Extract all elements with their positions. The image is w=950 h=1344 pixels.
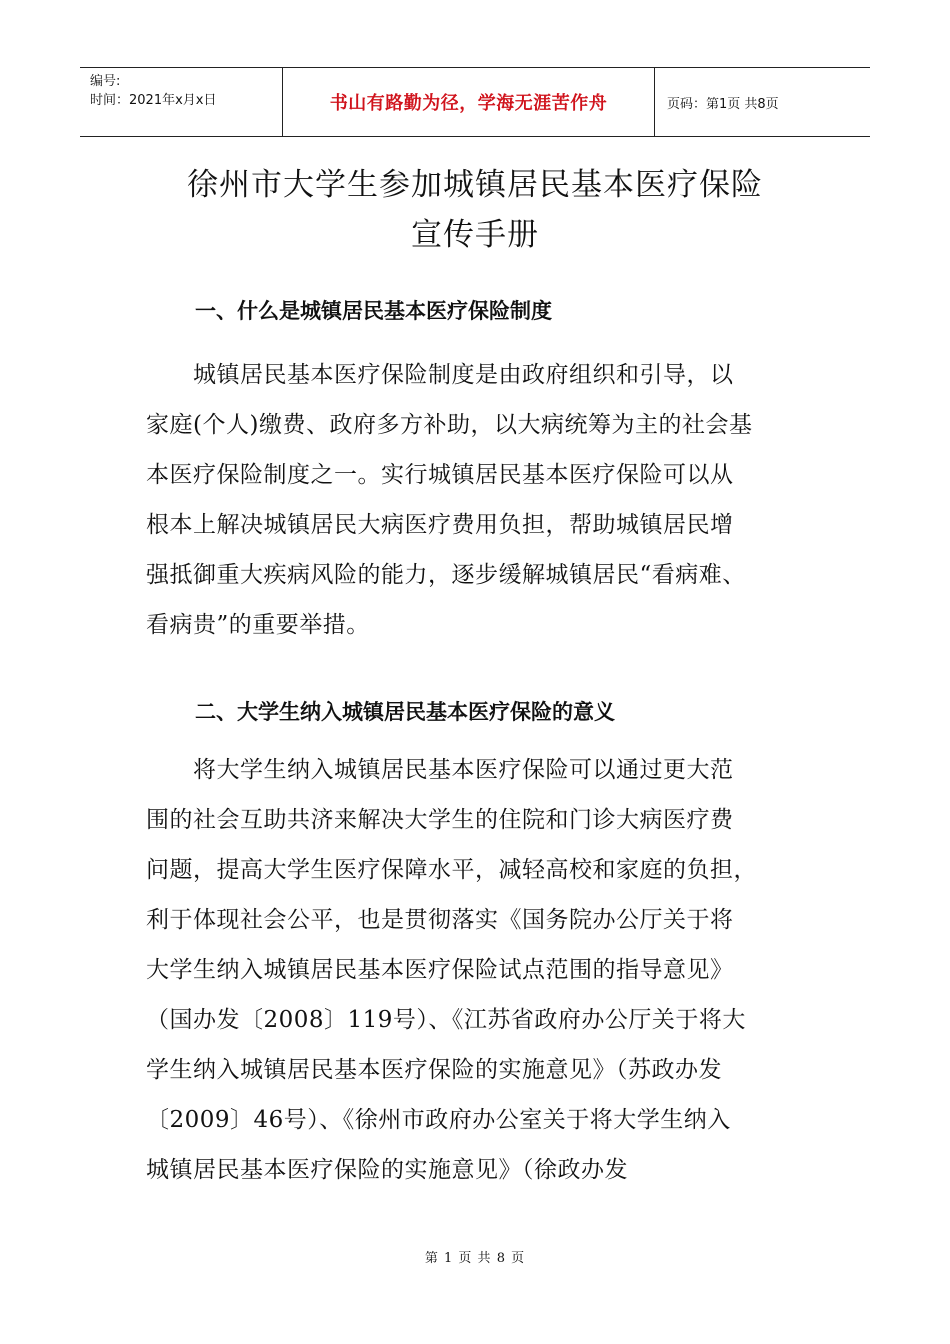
paragraph-line: 〔2009〕46号）、《徐州市政府办公室关于将大学生纳入 <box>146 1107 731 1133</box>
paragraph-line: 将大学生纳入城镇居民基本医疗保险可以通过更大范 <box>146 757 734 783</box>
document-title <box>0 160 950 260</box>
paragraph-line: 利于体现社会公平，也是贯彻落实《国务院办公厅关于将 <box>146 907 734 933</box>
paragraph-line: 大学生纳入城镇居民基本医疗保险试点范围的指导意见》 <box>146 957 734 983</box>
page-footer: 第 1 页 共 8 页 <box>424 1251 526 1266</box>
section-1-body <box>146 350 806 650</box>
paragraph-line: 本医疗保险制度之一。实行城镇居民基本医疗保险可以从 <box>146 462 734 488</box>
paragraph-line: 学生纳入城镇居民基本医疗保险的实施意见》（苏政办发 <box>146 1057 722 1083</box>
header-motto: 书山有路勤为径，学海无涯苦作舟 <box>282 68 655 136</box>
section-2-heading: 二、大学生纳入城镇居民基本医疗保险的意义 <box>195 700 615 724</box>
document-time-label: 时间：2021年x月x日 <box>90 93 217 108</box>
document-number-label: 编号: <box>90 74 121 89</box>
title-line-1: 徐州市大学生参加城镇居民基本医疗保险 <box>187 167 763 203</box>
title-line-2: 宣传手册 <box>411 217 539 253</box>
paragraph-line: （国办发〔2008〕119号）、《江苏省政府办公厅关于将大 <box>146 1007 746 1033</box>
paragraph-line: 强抵御重大疾病风险的能力，逐步缓解城镇居民“看病难、 <box>146 562 746 588</box>
paragraph-line: 看病贵”的重要举措。 <box>146 612 370 638</box>
paragraph-line: 根本上解决城镇居民大病医疗费用负担，帮助城镇居民增 <box>146 512 734 538</box>
page-header <box>80 67 870 137</box>
paragraph-line: 问题，提高大学生医疗保障水平，减轻高校和家庭的负担， <box>146 857 757 883</box>
paragraph-line: 城镇居民基本医疗保险的实施意见》（徐政办发 <box>146 1157 628 1183</box>
header-meta <box>80 68 282 136</box>
header-page-info: 页码：第1页 共8页 <box>667 96 779 112</box>
paragraph-line: 城镇居民基本医疗保险制度是由政府组织和引导，以 <box>146 362 734 388</box>
section-2-body <box>146 745 806 1195</box>
section-1-heading: 一、什么是城镇居民基本医疗保险制度 <box>195 299 552 323</box>
paragraph-line: 围的社会互助共济来解决大学生的住院和门诊大病医疗费 <box>146 807 734 833</box>
paragraph-line: 家庭(个人)缴费、政府多方补助，以大病统筹为主的社会基 <box>146 412 753 438</box>
